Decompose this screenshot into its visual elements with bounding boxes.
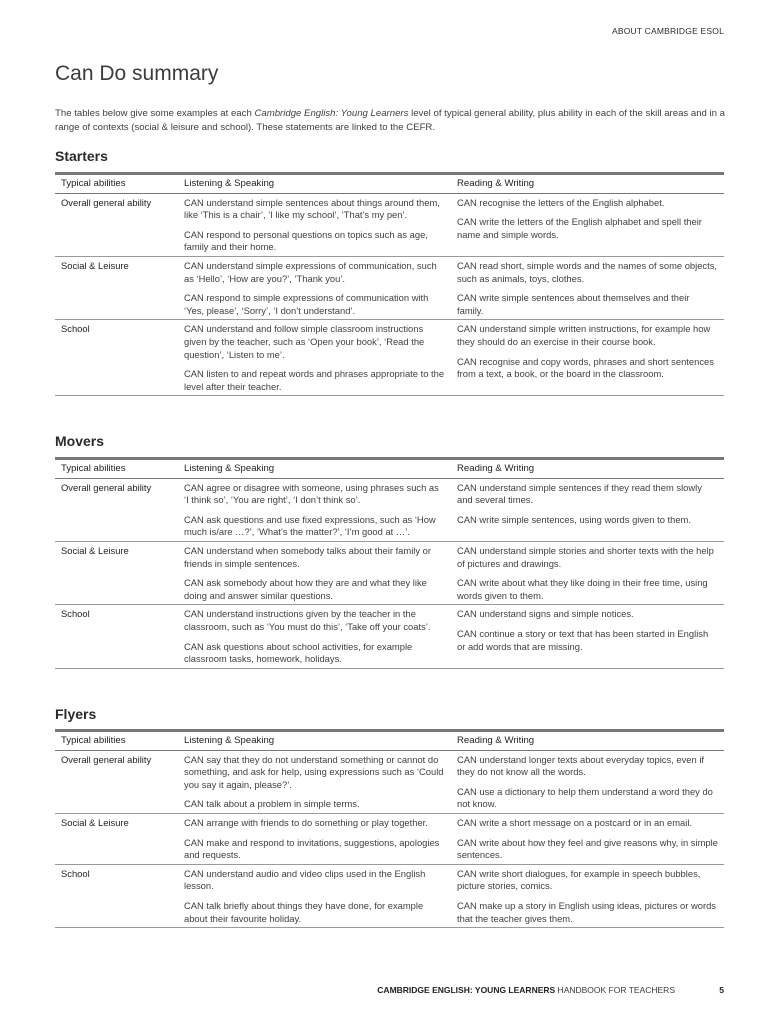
can-do-statement: CAN understand simple sentences if they read them slowly and several times. — [457, 481, 702, 506]
page-title: Can Do summary — [55, 62, 219, 85]
row-category: Overall general ability — [55, 193, 178, 256]
listening-speaking-cell — [178, 320, 451, 396]
column-header-typical-abilities: Typical abilities — [55, 459, 178, 479]
page-number: 5 — [719, 985, 724, 995]
section-title-starters: Starters — [55, 148, 108, 164]
footer-title-bold: CAMBRIDGE ENGLISH: YOUNG LEARNERS — [377, 985, 556, 995]
can-do-statement: CAN make up a story in English using ideas, pictures or words that the teacher gives them. — [457, 899, 716, 924]
can-do-statement: CAN write simple sentences, using words given to them. — [457, 513, 691, 525]
can-do-statement: CAN ask questions about school activities, for example classroom tasks, homework, holidays. — [184, 640, 413, 665]
can-do-statement: CAN read short, simple words and the names of some objects, such as animals, toys, clothes. — [457, 259, 718, 284]
can-do-statement: CAN respond to simple expressions of communication with ‘Yes, please’, ‘Sorry’, ‘I don’t understand’. — [184, 292, 429, 316]
reading-writing-cell — [451, 605, 724, 668]
can-do-statement: CAN understand audio and video clips used in the English lesson. — [184, 867, 426, 892]
table-row — [55, 864, 724, 927]
reading-writing-cell — [451, 750, 724, 813]
reading-writing-cell — [451, 478, 724, 541]
row-category: Overall general ability — [55, 478, 178, 541]
row-category: Social & Leisure — [55, 256, 178, 319]
can-do-statement: CAN use a dictionary to help them understand a word they do not know. — [457, 785, 713, 810]
column-header-typical-abilities: Typical abilities — [55, 174, 178, 194]
section-title-flyers: Flyers — [55, 706, 97, 722]
can-do-statement: CAN talk about a problem in simple terms. — [184, 798, 360, 810]
row-category: Overall general ability — [55, 750, 178, 813]
table-row — [55, 541, 724, 604]
row-category: School — [55, 605, 178, 668]
intro-text-end: level of typical general ability, plus ability in each of the skill areas and in a range of contexts (social & leisure and school). These statements are linked to the CEFR. — [55, 108, 726, 133]
table-row — [55, 256, 724, 319]
reading-writing-cell — [451, 541, 724, 604]
listening-speaking-cell — [178, 478, 451, 541]
running-header: ABOUT CAMBRIDGE ESOL — [611, 26, 724, 36]
can-do-statement: CAN agree or disagree with someone, using phrases such as ‘I think so’, ‘You are right’, ‘I don’t think so’. — [184, 481, 439, 506]
intro-paragraph — [55, 107, 725, 134]
can-do-statement: CAN understand signs and simple notices. — [457, 608, 634, 620]
column-header-listening-speaking: Listening & Speaking — [178, 459, 451, 479]
row-category: School — [55, 864, 178, 927]
listening-speaking-cell — [178, 750, 451, 813]
can-do-statement: CAN arrange with friends to do something or play together. — [184, 816, 428, 828]
table-header-row — [55, 174, 724, 194]
footer-title-rest: HANDBOOK FOR TEACHERS — [555, 985, 675, 995]
column-header-listening-speaking: Listening & Speaking — [178, 731, 451, 751]
can-do-statement: CAN continue a story or text that has been started in English or add words that are missing. — [457, 627, 709, 652]
table-row — [55, 813, 724, 864]
section-title-movers: Movers — [55, 433, 105, 449]
column-header-reading-writing: Reading & Writing — [451, 731, 724, 751]
can-do-statement: CAN write the letters of the English alphabet and spell their name and simple words. — [457, 216, 702, 240]
can-do-statement: CAN recognise and copy words, phrases and short sentences from a text, a book, or the board in the classroom. — [457, 355, 714, 380]
movers-table — [55, 457, 724, 669]
table-row — [55, 320, 724, 396]
row-category: Social & Leisure — [55, 541, 178, 604]
listening-speaking-cell — [178, 605, 451, 668]
column-header-reading-writing: Reading & Writing — [451, 459, 724, 479]
listening-speaking-cell — [178, 864, 451, 927]
can-do-statement: CAN write short dialogues, for example in speech bubbles, picture stories, comics. — [457, 867, 701, 892]
table-header-row — [55, 459, 724, 479]
can-do-statement: CAN understand and follow simple classroom instructions given by the teacher, such as ‘Open your book’, ‘Read the question’, ‘Listen to me’. — [184, 323, 425, 360]
can-do-statement: CAN understand simple expressions of communication, such as ‘Hello’, ‘How are you?’, ‘Thank you’. — [184, 259, 437, 284]
column-header-reading-writing: Reading & Writing — [451, 174, 724, 194]
listening-speaking-cell — [178, 193, 451, 256]
can-do-statement: CAN understand when somebody talks about their family or friends in simple sentences. — [184, 544, 432, 569]
row-category: Social & Leisure — [55, 813, 178, 864]
can-do-statement: CAN understand simple stories and shorter texts with the help of pictures and drawings. — [457, 544, 714, 569]
table-header-row — [55, 731, 724, 751]
starters-table — [55, 172, 724, 396]
can-do-statement: CAN understand simple sentences about things around them, like ‘This is a chair’, ‘I like my school’, ‘That’s my pen’. — [184, 196, 440, 221]
can-do-statement: CAN write about what they like doing in their free time, using words given to them. — [457, 577, 708, 601]
reading-writing-cell — [451, 320, 724, 396]
can-do-statement: CAN make and respond to invitations, suggestions, apologies and requests. — [184, 836, 440, 861]
can-do-statement: CAN write a short message on a postcard or in an email. — [457, 816, 693, 828]
can-do-statement: CAN understand instructions given by the teacher in the classroom, such as ‘You must do this’, ‘Take off your coats’. — [184, 608, 431, 632]
table-row — [55, 750, 724, 813]
table-row — [55, 478, 724, 541]
intro-text-start: The tables below give some examples at each — [55, 108, 255, 119]
table-row — [55, 193, 724, 256]
footer-title — [377, 985, 675, 995]
intro-text-emphasis: Cambridge English: Young Learners — [254, 108, 409, 119]
reading-writing-cell — [451, 813, 724, 864]
reading-writing-cell — [451, 193, 724, 256]
can-do-statement: CAN write about how they feel and give reasons why, in simple sentences. — [457, 836, 718, 861]
can-do-statement: CAN recognise the letters of the English alphabet. — [457, 196, 665, 208]
can-do-statement: CAN understand longer texts about everyday topics, even if they do not know all the words. — [457, 753, 705, 778]
can-do-statement: CAN say that they do not understand something or cannot do something, and ask for help, using expressions such as ‘Could you say it again, please?’. — [184, 753, 444, 790]
flyers-table — [55, 729, 724, 928]
can-do-statement: CAN respond to personal questions on topics such as age, family and their home. — [184, 228, 428, 253]
column-header-typical-abilities: Typical abilities — [55, 731, 178, 751]
can-do-statement: CAN ask questions and use fixed expressions, such as ‘How much is/are …?’, ‘What’s the matter?’, ‘I’m good at …’. — [184, 513, 436, 538]
row-category: School — [55, 320, 178, 396]
listening-speaking-cell — [178, 256, 451, 319]
column-header-listening-speaking: Listening & Speaking — [178, 174, 451, 194]
reading-writing-cell — [451, 864, 724, 927]
table-row — [55, 605, 724, 668]
can-do-statement: CAN listen to and repeat words and phrases appropriate to the level after their teacher. — [184, 368, 445, 392]
can-do-statement: CAN ask somebody about how they are and what they like doing and answer similar questions. — [184, 577, 427, 601]
can-do-statement: CAN write simple sentences about themselves and their family. — [457, 292, 690, 316]
can-do-statement: CAN understand simple written instructions, for example how they should do an exercise in their course book. — [457, 323, 711, 347]
reading-writing-cell — [451, 256, 724, 319]
listening-speaking-cell — [178, 813, 451, 864]
can-do-statement: CAN talk briefly about things they have done, for example about their favourite holiday. — [184, 899, 424, 924]
listening-speaking-cell — [178, 541, 451, 604]
